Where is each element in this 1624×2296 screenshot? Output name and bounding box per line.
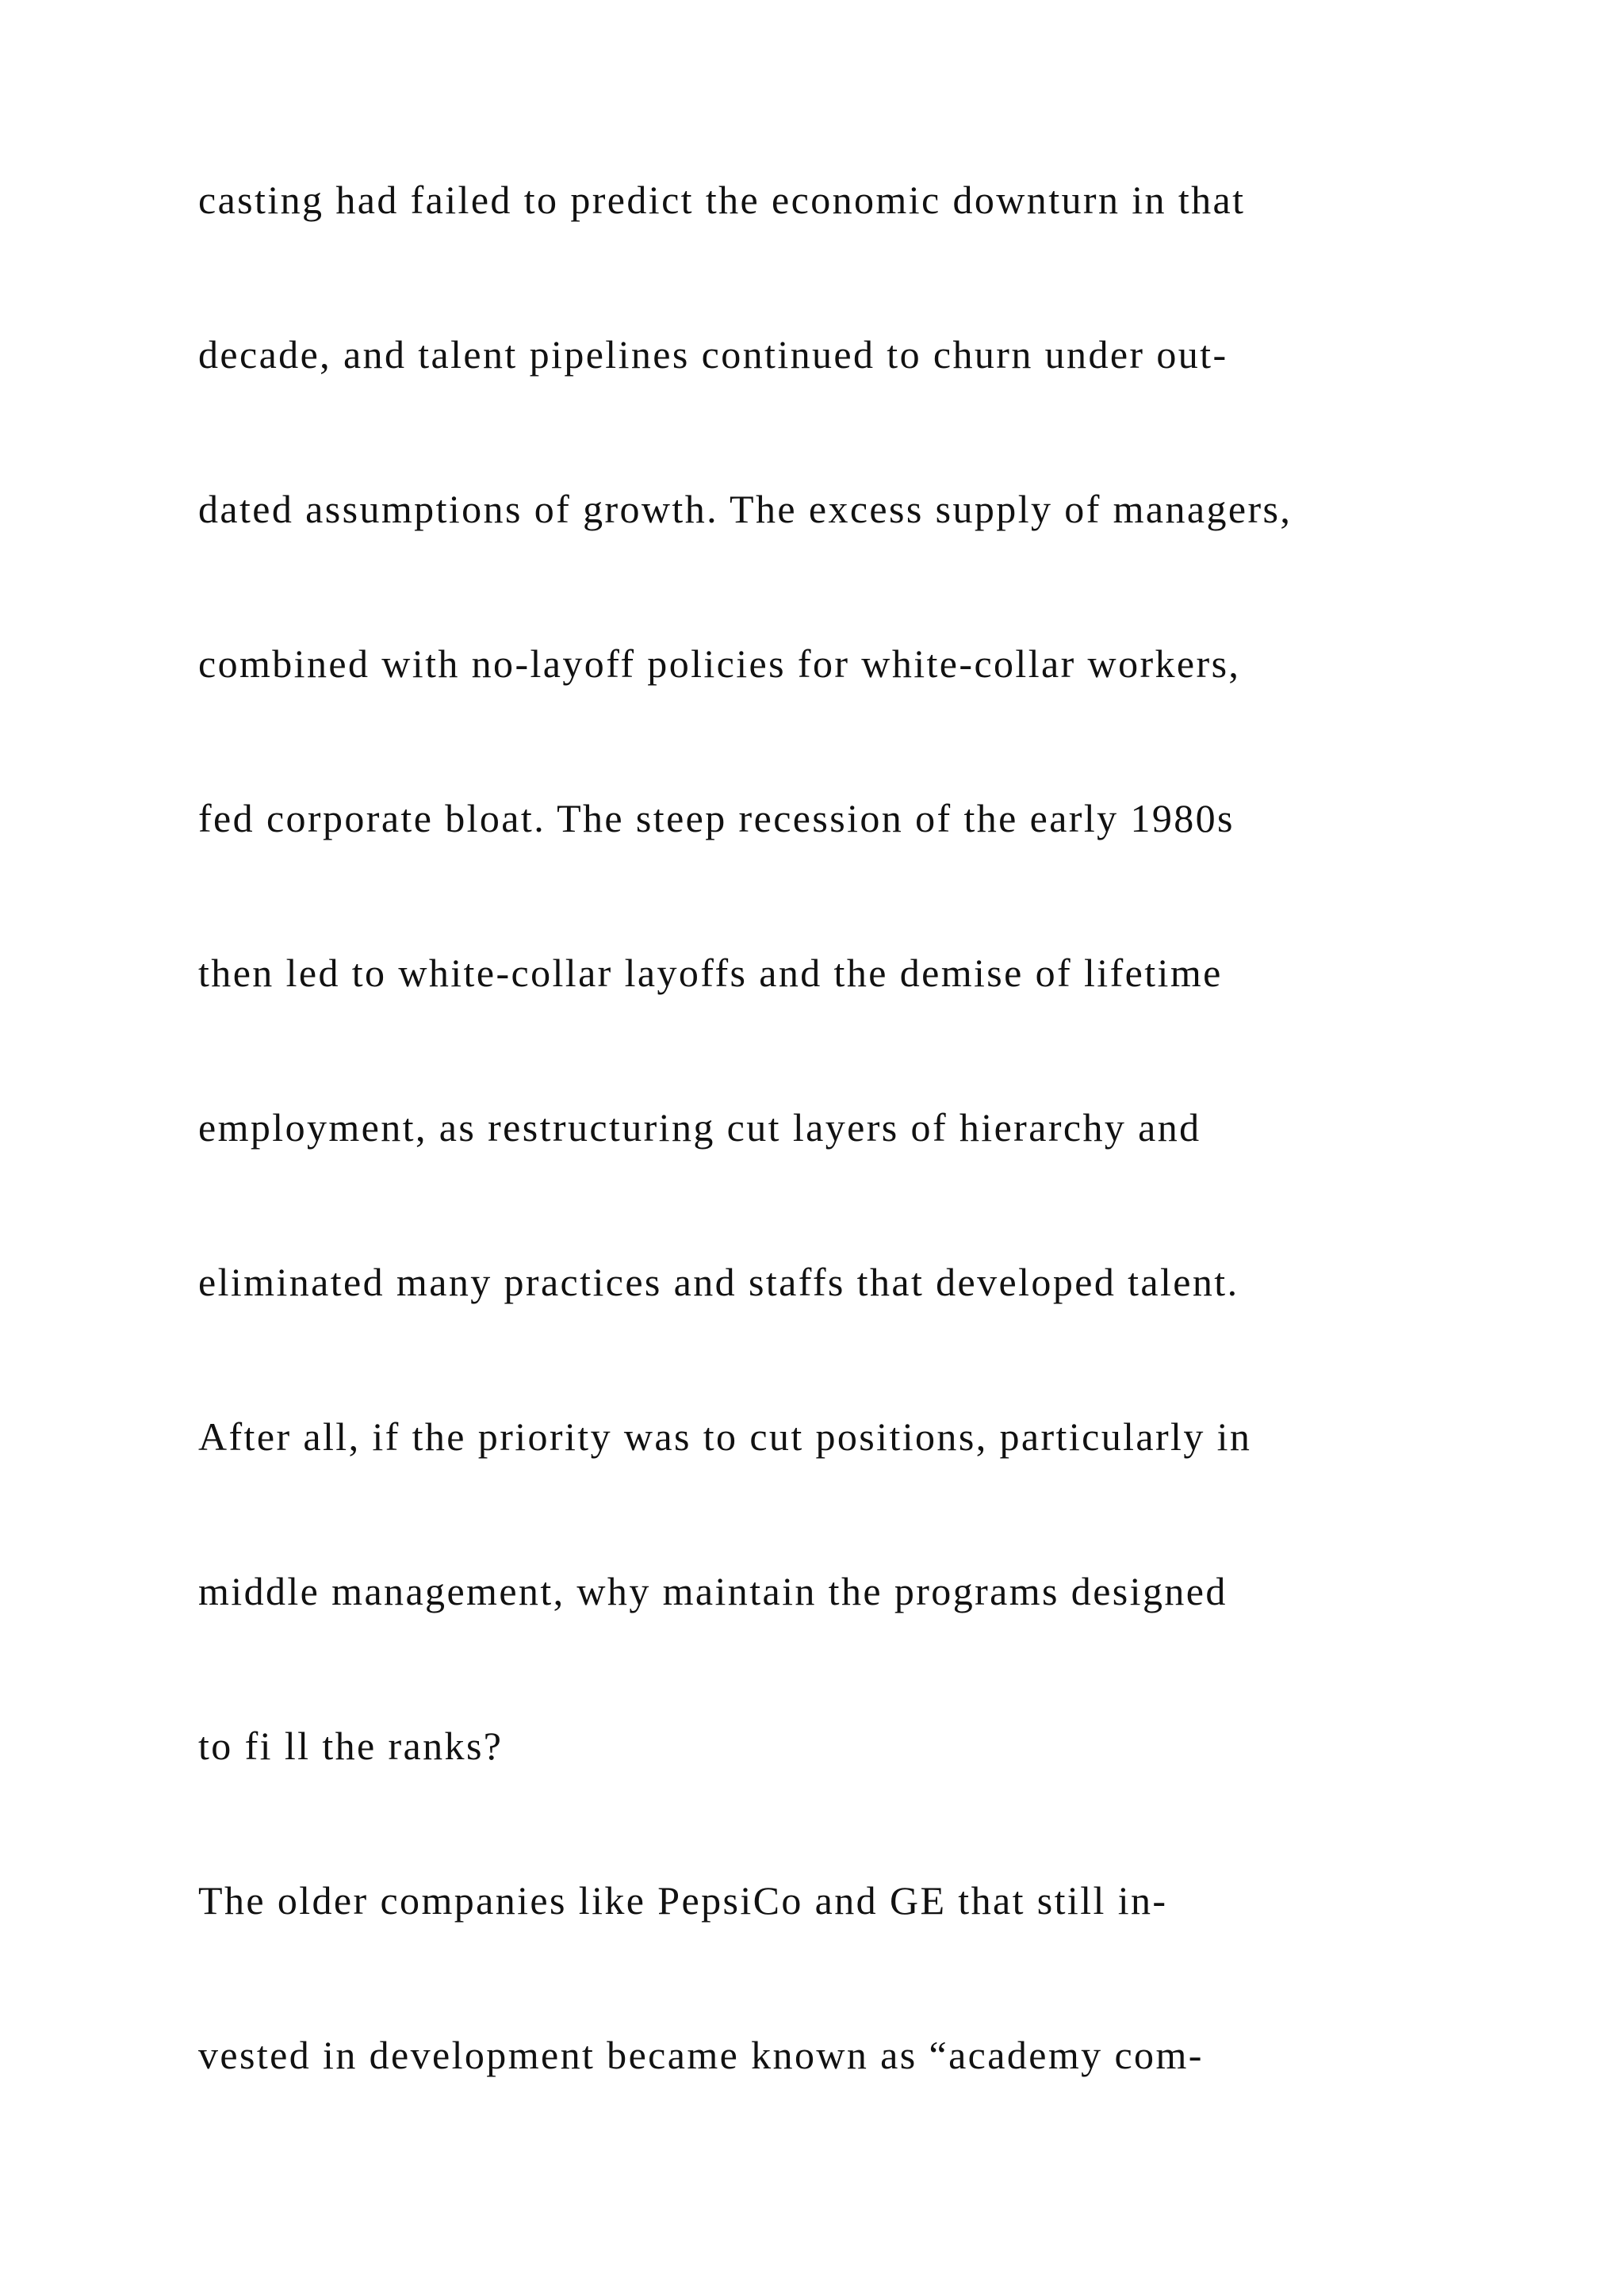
body-text [198, 176, 1546, 2186]
text-line: vested in development became known as “academy com- [198, 2033, 1204, 2077]
text-line: then led to white-collar layoffs and the demise of lifetime [198, 951, 1223, 995]
text-line: casting had failed to predict the economic downturn in that [198, 178, 1246, 222]
text-line: eliminated many practices and staffs that developed talent. [198, 1260, 1239, 1304]
text-line: combined with no-layoff policies for white-collar workers, [198, 641, 1241, 686]
text-line: After all, if the priority was to cut positions, particularly in [198, 1414, 1252, 1459]
text-line: The older companies like PepsiCo and GE that still in- [198, 1878, 1168, 1923]
text-line: decade, and talent pipelines continued to churn under out- [198, 332, 1228, 377]
text-line: fed corporate bloat. The steep recession of the early 1980s [198, 796, 1235, 840]
text-line: to fi ll the ranks? [198, 1724, 504, 1768]
text-line: dated assumptions of growth. The excess supply of managers, [198, 487, 1293, 531]
text-line: middle management, why maintain the programs designed [198, 1569, 1228, 1613]
text-line: employment, as restructuring cut layers of hierarchy and [198, 1105, 1201, 1150]
